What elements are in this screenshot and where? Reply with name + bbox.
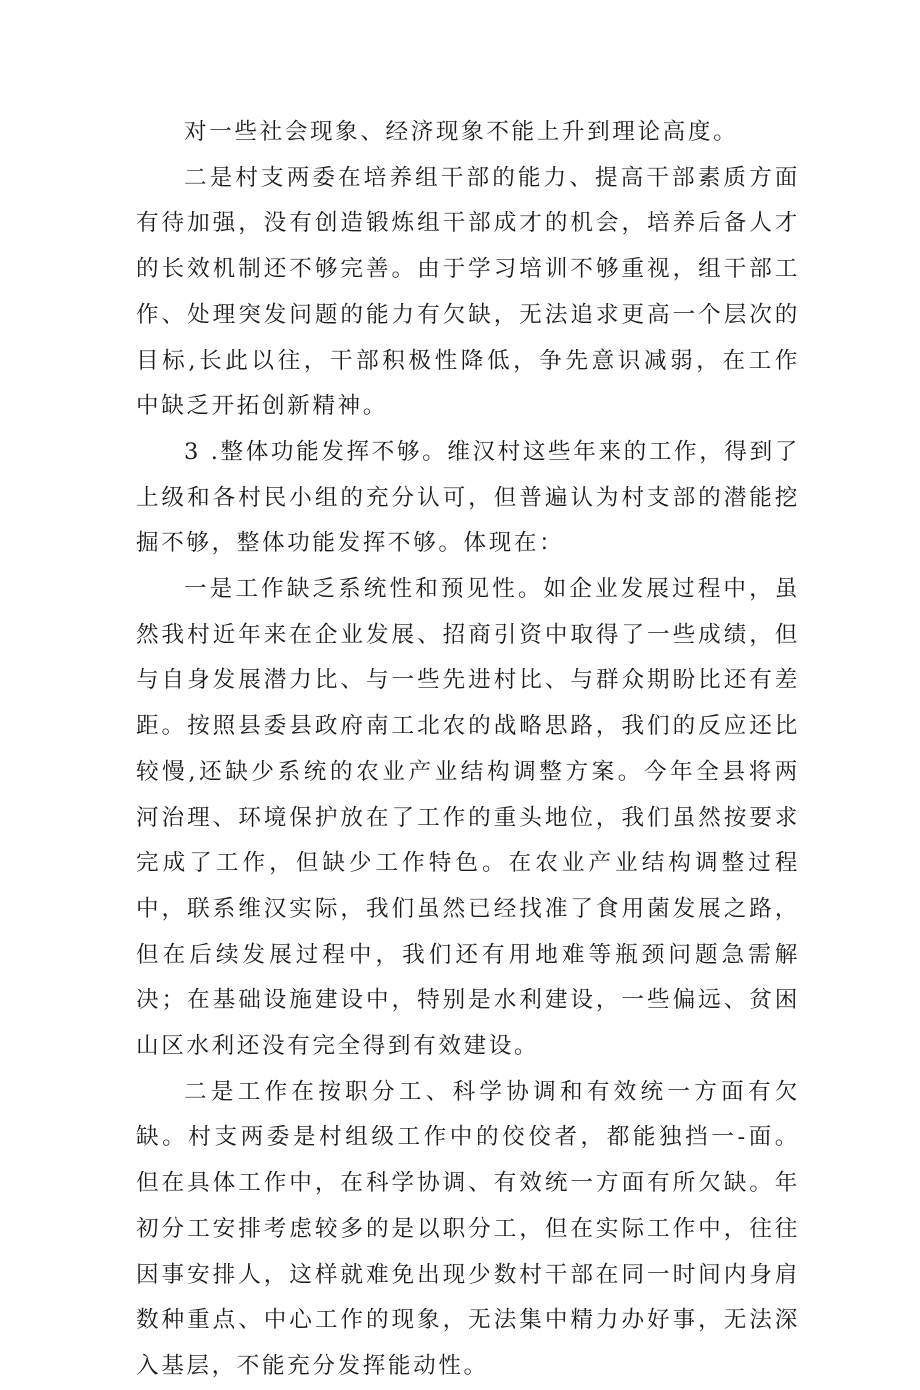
document-body [136,110,800,1390]
paragraph-section-3-heading: 3 .整体功能发挥不够。维汉村这些年来的工作，得到了上级和各村民小组的充分认可，但普遍认为村支部的潜能挖掘不够，整体功能发挥不够。体现在： [136,438,800,557]
paragraph-cadre-training: 二是村支两委在培养组干部的能力、提高干部素质方面有待加强，没有创造锻炼组干部成才的机会，培养后备人才的长效机制还不够完善。由于学习培训不够重视，组干部工作、处理突发问题的能力有欠缺，无法追求更高一个层次的目标,长此以往，干部积极性降低，争先意识减弱，在工作中缺乏开拓创新精神。 [136,164,801,420]
paragraph-lack-of-system: 一是工作缺乏系统性和预见性。如企业发展过程中，虽然我村近年来在企业发展、招商引资中取得了一些成绩，但与自身发展潜力比、与一些先进村比、与群众期盼比还有差距。按照县委县政府南工北农的战略思路，我们的反应还比较慢,还缺少系统的农业产业结构调整方案。今年全县将两河治理、环境保护放在了工作的重头地位，我们虽然按要求完成了工作，但缺少工作特色。在农业产业结构调整过程中，联系维汉实际，我们虽然已经找准了食用菌发展之路，但在后续发展过程中，我们还有用地难等瓶颈问题急需解决；在基础设施建设中，特别是水利建设，一些偏远、贫困山区水利还没有完全得到有效建设。 [136,576,801,1060]
paragraph-division-of-labor: 二是工作在按职分工、科学协调和有效统一方面有欠缺。村支两委是村组级工作中的佼佼者，都能独挡一-面。但在具体工作中，在科学协调、有效统一方面有所欠缺。年初分工安排考虑较多的是以职分工，但在实际工作中，往往因事安排人，这样就难免出现少数村干部在同一时间内身肩数种重点、中心工作的现象，无法集中精力办好事，无法深入基层，不能充分发挥能动性。 [136,1078,800,1379]
paragraph-continuation: 对一些社会现象、经济现象不能上升到理论高度。 [184,119,739,145]
